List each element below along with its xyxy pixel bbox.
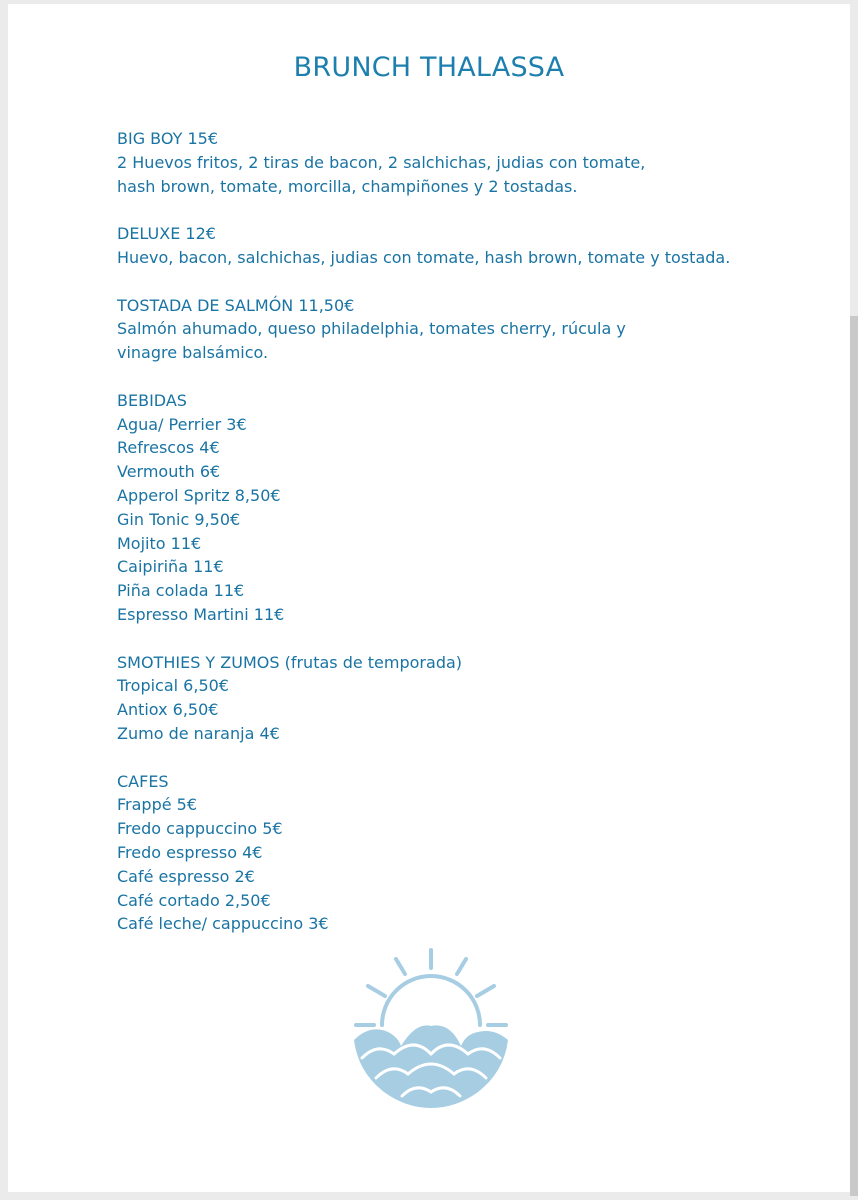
- section-tostada-salmon: [117, 294, 817, 365]
- menu-item: Frappé 5€: [117, 795, 198, 815]
- section-cafes: [117, 770, 817, 937]
- scrollbar[interactable]: [850, 316, 858, 1196]
- section-deluxe: [117, 222, 817, 270]
- menu-item: Espresso Martini 11€: [117, 604, 285, 624]
- menu-item: Café cortado 2,50€: [117, 890, 271, 910]
- section-heading: CAFES: [117, 771, 169, 791]
- menu-page: [8, 4, 850, 1192]
- menu-content: [117, 127, 817, 960]
- section-heading: BEBIDAS: [117, 390, 187, 410]
- page-title: BRUNCH THALASSA: [293, 52, 565, 83]
- section-smothies-zumos: [117, 651, 817, 746]
- menu-item: Café leche/ cappuccino 3€: [117, 914, 329, 934]
- section-heading: BIG BOY 15€: [117, 129, 218, 148]
- description-line: vinagre balsámico.: [117, 343, 269, 363]
- menu-item: Fredo cappuccino 5€: [117, 819, 283, 839]
- menu-item: Gin Tonic 9,50€: [117, 509, 241, 529]
- menu-item: Refrescos 4€: [117, 438, 220, 458]
- section-heading: DELUXE 12€: [117, 224, 216, 244]
- section-heading: SMOTHIES Y ZUMOS (frutas de temporada): [117, 652, 463, 672]
- menu-item: Caipiriña 11€: [117, 557, 224, 577]
- menu-item: Apperol Spritz 8,50€: [117, 485, 281, 505]
- menu-item: Agua/ Perrier 3€: [117, 414, 247, 434]
- section-big-boy: [117, 127, 817, 198]
- description-line: Salmón ahumado, queso philadelphia, tomates cherry, rúcula y: [117, 319, 626, 339]
- section-bebidas: [117, 389, 817, 627]
- section-heading: TOSTADA DE SALMÓN 11,50€: [117, 295, 355, 315]
- sun-over-waves-icon: [344, 942, 518, 1110]
- description-line: hash brown, tomate, morcilla, champiñones y 2 tostadas.: [117, 176, 578, 196]
- menu-item: Mojito 11€: [117, 533, 202, 553]
- menu-item: Zumo de naranja 4€: [117, 723, 280, 743]
- menu-item: Fredo espresso 4€: [117, 842, 263, 862]
- menu-item: Vermouth 6€: [117, 462, 221, 482]
- description-line: Huevo, bacon, salchichas, judias con tomate, hash brown, tomate y tostada.: [117, 247, 731, 267]
- menu-item: Tropical 6,50€: [117, 676, 229, 696]
- menu-item: Café espresso 2€: [117, 866, 255, 886]
- description-line: 2 Huevos fritos, 2 tiras de bacon, 2 salchichas, judias con tomate,: [117, 152, 646, 172]
- menu-item: Piña colada 11€: [117, 581, 245, 601]
- menu-item: Antiox 6,50€: [117, 700, 219, 720]
